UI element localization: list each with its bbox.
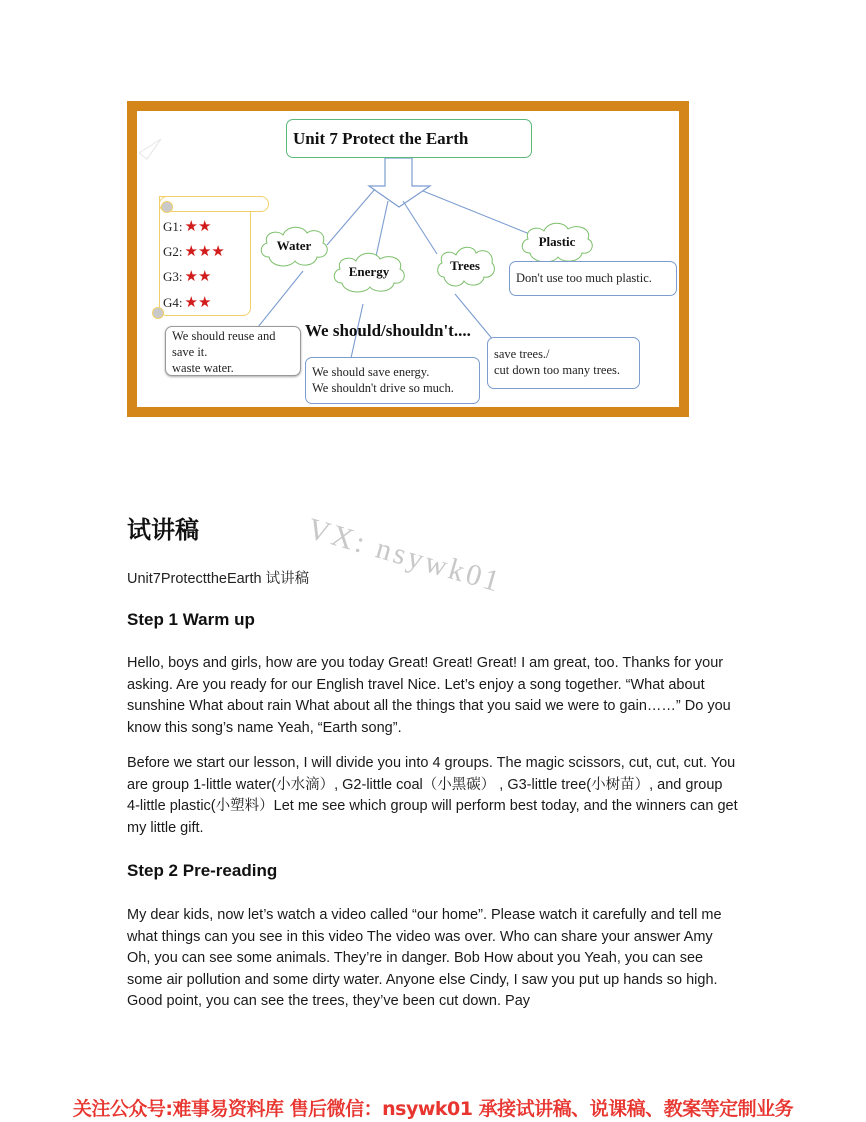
note-water bbox=[165, 326, 301, 376]
note-line: We should save energy. bbox=[312, 365, 430, 379]
note-energy bbox=[305, 357, 480, 404]
should-shouldnt-label: We should/shouldn't.... bbox=[305, 321, 471, 340]
step1-paragraph-2: Before we start our lesson, I will divide you into 4 groups. The magic scissors, cut, cut, cut. You are group 1-little water(小水滴）, G2-little coal（小黑碳） , G3-little tree(小树苗）, and group 4-little plastic(小塑料）Let me see which group will perform best today, and the winners can get my little gift. bbox=[127, 755, 738, 836]
star-icon: ★★ bbox=[184, 269, 212, 285]
step2-heading: Step 2 Pre-reading bbox=[127, 861, 278, 880]
cloud-energy bbox=[330, 249, 408, 295]
score-g1 bbox=[163, 217, 211, 236]
watermark: VX: nsywk01 bbox=[303, 512, 506, 599]
scroll-top-roll bbox=[159, 196, 269, 212]
scroll-curl-icon bbox=[161, 201, 173, 213]
cloud-label: Plastic bbox=[538, 234, 576, 249]
group-label: G1: bbox=[163, 219, 183, 234]
note-line: Don't use too much plastic. bbox=[516, 271, 652, 285]
note-line: cut down too many trees. bbox=[494, 363, 621, 377]
star-icon: ★★★ bbox=[184, 244, 225, 260]
score-g3 bbox=[163, 267, 211, 286]
page-heading: 试讲稿 bbox=[127, 516, 199, 544]
footer-banner: 关注公众号:难事易资料库 售后微信：nsywk01 承接试讲稿、说课稿、教案等定制业务 bbox=[72, 1098, 794, 1120]
note-line: waste water. bbox=[172, 361, 234, 375]
note-line: save it. bbox=[172, 345, 208, 359]
star-icon: ★★ bbox=[184, 219, 212, 235]
group-label: G3: bbox=[163, 269, 183, 284]
mind-map-slide bbox=[137, 111, 679, 407]
mind-map-frame bbox=[127, 101, 689, 417]
diagram-title: Unit 7 Protect the Earth bbox=[286, 119, 532, 158]
score-g4 bbox=[163, 293, 211, 312]
note-line: We should reuse and bbox=[172, 329, 276, 343]
cloud-water bbox=[257, 223, 331, 269]
step1-heading: Step 1 Warm up bbox=[127, 610, 255, 629]
cloud-label: Water bbox=[276, 238, 312, 253]
note-line: We shouldn't drive so much. bbox=[312, 381, 454, 395]
cloud-label: Trees bbox=[450, 258, 480, 273]
document-subtitle: Unit7ProtecttheEarth 试讲稿 bbox=[127, 571, 310, 587]
cloud-plastic bbox=[518, 219, 596, 265]
group-label: G4: bbox=[163, 295, 183, 310]
note-line: save trees./ bbox=[494, 347, 550, 361]
cloud-label: Energy bbox=[348, 264, 390, 279]
note-trees bbox=[487, 337, 640, 389]
star-icon: ★★ bbox=[184, 295, 212, 311]
step1-paragraph-1: Hello, boys and girls, how are you today Great! Great! Great! I am great, too. Thanks for your asking. Are you ready for our English travel Nice. Let’s enjoy a song together. “What about sunshine What about rain What about all the things that you said we were to gain……” Do you know this song’s name Yeah, “Earth song”. bbox=[127, 655, 731, 736]
group-label: G2: bbox=[163, 244, 183, 259]
note-plastic bbox=[509, 261, 677, 296]
cloud-trees bbox=[434, 243, 496, 289]
step2-paragraph-1: My dear kids, now let’s watch a video called “our home”. Please watch it carefully and tell me what things can you see in this video The video was over. Who can share your answer Amy Oh, you can see some animals. They’re in danger. Bob How about you Yeah, you can see some air pollution and some dirty water. Anyone else Cindy, I saw you put up hands so high. Good point, you can see the trees, they’ve been cut down. Pay bbox=[127, 907, 722, 1009]
score-g2 bbox=[163, 242, 225, 261]
